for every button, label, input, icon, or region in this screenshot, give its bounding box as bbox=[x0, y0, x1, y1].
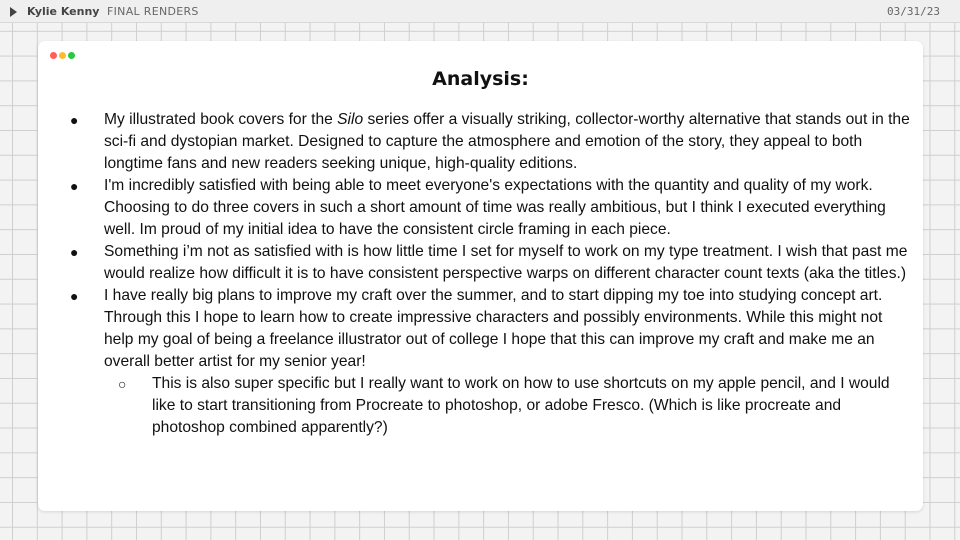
author-name: Kylie Kenny bbox=[27, 5, 100, 18]
minimize-dot-icon bbox=[59, 52, 66, 59]
bullet-icon: ● bbox=[70, 178, 79, 194]
bullet-text: Something i’m not as satisfied with is how little time I set for myself to work on my type treatment. I wish that past me would realize how difficult it is to have consistent perspective warps on different character count texts (aka the titles.) bbox=[104, 243, 908, 282]
maximize-dot-icon bbox=[68, 52, 75, 59]
series-title: Silo bbox=[337, 111, 364, 128]
bullet-text: I have really big plans to improve my craft over the summer, and to start dipping my toe into studying concept art. Through this I hope to learn how to create impressive characters and possibly environments. While this might not help my goal of being a freelance illustrator out of college I hope that this can improve my craft and make me an overall better artist for my senior year! bbox=[104, 287, 883, 370]
bullet-item-plans bbox=[68, 285, 913, 373]
bullet-list bbox=[68, 109, 913, 439]
bullet-icon: ● bbox=[70, 288, 79, 304]
bullet-item-not-satisfied bbox=[68, 241, 913, 285]
bullet-item-market bbox=[68, 109, 913, 175]
bullet-item-satisfied bbox=[68, 175, 913, 241]
slide-card bbox=[38, 41, 923, 511]
presentation-header-bar bbox=[0, 0, 960, 23]
sub-bullet-item-tools bbox=[68, 373, 913, 439]
play-icon[interactable] bbox=[10, 7, 17, 17]
bullet-icon: ● bbox=[70, 244, 79, 260]
bullet-text: I'm incredibly satisfied with being able to meet everyone's expectations with the quantity and quality of my work. Choosing to do three covers in such a short amount of time was really ambitious, but I think I executed everything well. Im proud of my initial idea to have the consistent circle framing in each piece. bbox=[104, 177, 886, 238]
slide-title: Analysis: bbox=[432, 68, 529, 90]
project-name: FINAL RENDERS bbox=[107, 5, 199, 18]
bullet-text: series offer a visually striking, collector-worthy alternative that stands out in the sci-fi and dystopian market. Designed to capture the atmosphere and emotion of the story, they appeal to both longtime fans and new readers seeking unique, high-quality editions. bbox=[104, 111, 910, 172]
sub-bullet-text: This is also super specific but I really want to work on how to use shortcuts on my apple pencil, and I would like to start transitioning from Procreate to photoshop, or adobe Fresco. (Which is like procreate and photoshop combined apparently?) bbox=[152, 375, 890, 436]
slide-date: 03/31/23 bbox=[887, 5, 940, 18]
close-dot-icon bbox=[50, 52, 57, 59]
sub-bullet-icon: ○ bbox=[118, 376, 127, 392]
bullet-icon: ● bbox=[70, 112, 79, 128]
bullet-text: My illustrated book covers for the bbox=[104, 111, 338, 128]
